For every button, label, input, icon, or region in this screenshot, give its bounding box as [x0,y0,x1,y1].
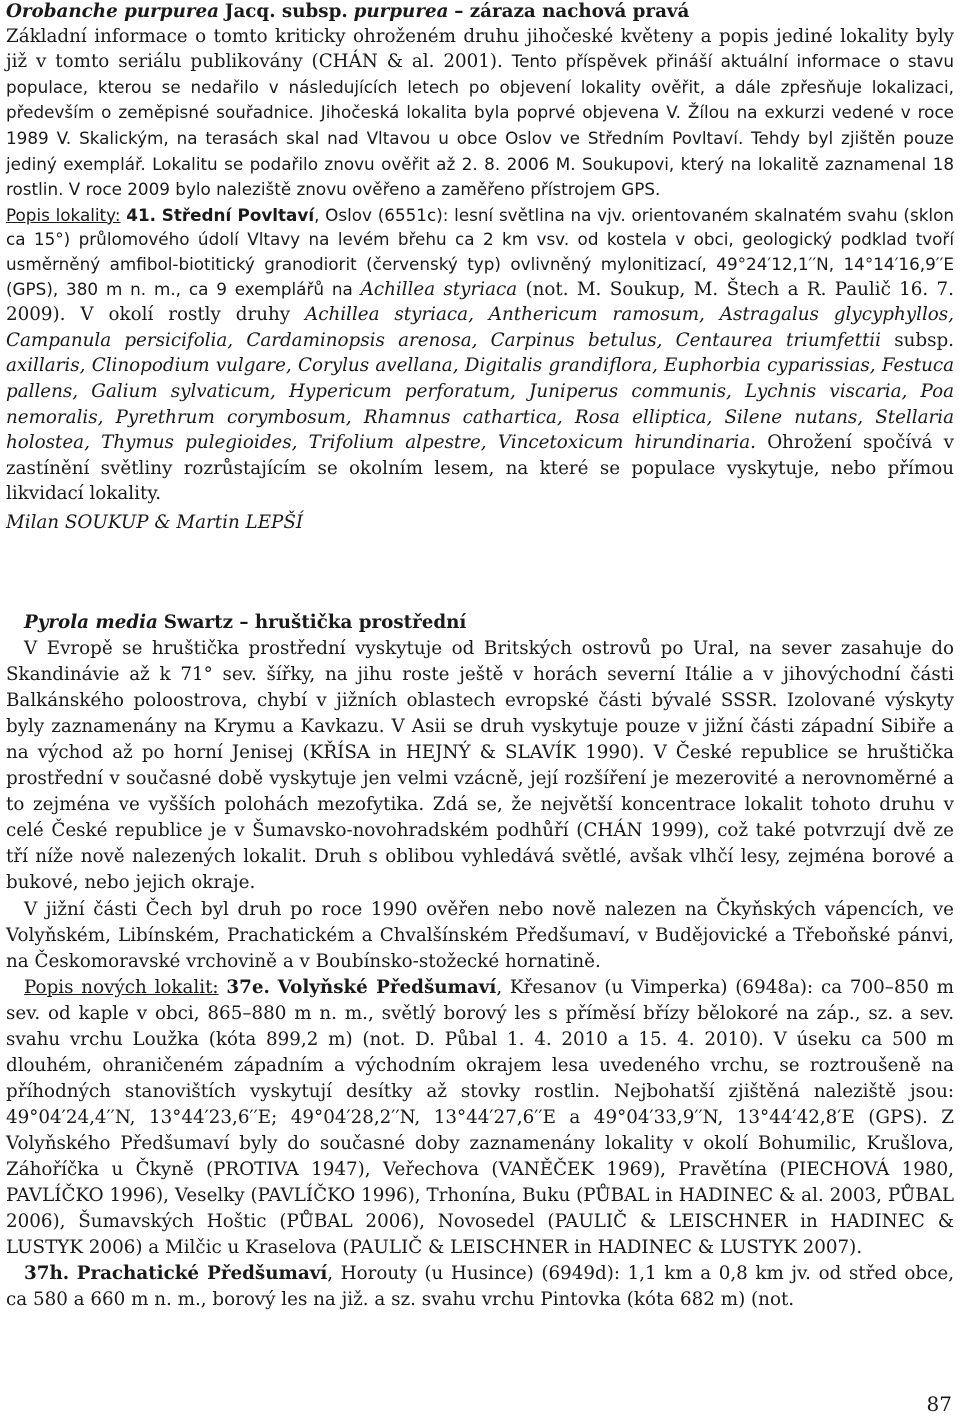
paragraph-south-bohemia: V jižní části Čech byl druh po roce 1990 ověřen nebo nově nalezen na Čkyňských vápencích, ve Volyňském, Libínském, Prachatickém a Chvalšínském Předšumaví, v Budějovické a Třeboňské pánvi, na Českomoravské vrchovině a v Boubínsko-stožecké hornatině. [6,898,954,972]
localities-label: Popis nových lokalit: [24,976,219,998]
heading-subspecies: purpurea [353,1,449,22]
heading-common-name: – záraza nachová pravá [454,1,690,22]
locality-region: Volyňské Předšumaví [277,976,497,998]
locality-text-1: , Oslov (6551c): lesní světlina na vjv. orientovaném skalnatém svahu (sklon ca 15°) průlomového údolí Vltavy na levém břehu ca 2 km vsv. od kostela v obci, geologický podklad tvoří usměrněný amfibol-biotitický granodiorit (červenský typ) ovlivněný mylonitizací, 49°24′12,1′′N, 14°14′16,9′′E (GPS), 380 m n. m., ca 9 exemplářů na [6,204,954,299]
heading-species: Orobanche purpurea [6,1,219,22]
locality-number: 41. [126,204,157,225]
species-list: Achillea styriaca, Anthericum ramosum, Astragalus glycyphyllos, Campanula persicifolia, Cardaminopsis arenosa, Carpinus betulus, Centaurea triumfettii [6,304,954,351]
heading-author: Jacq. subsp. [224,1,348,22]
species-list-2: axillaris, Clinopodium vulgare, Corylus avellana, Digitalis grandiflora, Euphorbia cyparissias, Festuca pallens, Galium sylvaticum, Hypericum perforatum, Juniperus communis, Lychnis viscaria, Poa nemoralis, Pyrethrum corymbosum, Rhamnus cathartica, Rosa elliptica, Silene nutans, Stellaria holostea, Thymus pulegioides, Trifolium alpestre, Vincetoxicum hirundinaria. [6,355,954,454]
locality-text: , Křesanov (u Vimperka) (6948a): ca 700–850 m sev. od kaple v obci, 865–880 m n. m., světlý borový les s příměsí břízy bělokoré na záp., sz. a sev. svahu vrchu Loužka (kóta 899,2 m) (not. D. Půbal 1. 4. 2010 a 15. 4. 2010). V úseku ca 500 m dlouhém, ohraničeném západním a východním okrajem lesa uvedeného vrchu, se roztroušeně na příhodných stanovištích vyskytují desítky až stovky rostlin. Nejbohatší zjištěná naleziště jsou: 49°04′24,4′′N, 13°44′23,6′′E; 49°04′28,2′′N, 13°44′27,6′′E a 49°04′33,9′′N, 13°44′42,8′E (GPS). Z Volyňského Předšumaví byly do současné doby zaznamenány lokality v okolí Bohumilic, Krušlova, Záhoříčka u Čkyně (PROTIVA 1947), Veřechova (VANĚČEK 1969), Pravětína (PIECHOVÁ 1980, PAVLÍČKO 1996), Veselky (PAVLÍČKO 1996), Trhonína, Buku (PŮBAL in HADINEC & al. 2003, PŮBAL 2006), Šumavských Hoštic (PŮBAL 2006), Novosedel (PAULIČ & LEISCHNER in HADINEC & LUSTYK 2006) a Milčic u Kraselova (PAULIČ & LEISCHNER in HADINEC & LUSTYK 2007). [6,976,954,1259]
paragraph-new-localities [6,975,954,1262]
intro-text-sans: Tento příspěvek přináší aktuální informace o stavu populace, kterou se nedařilo v následujících letech po objevení lokality ověřit, a dále zpřesňuje lokalizaci, především o zeměpisné souřadnice. Jihočeská lokalita byla poprvé objevena V. Žílou na exkurzi vedené v roce 1989 V. Skalickým, na terasách skal nad Vltavou u obce Oslov ve Středním Povltaví. Tehdy byl zjištěn pouze jediný exemplář. Lokalitu se podařilo znovu ověřit až 2. 8. 2006 M. Soukupovi, který na lokalitě zaznamenal 18 rostlin. V roce 2009 bylo naleziště znovu ověřeno a zaměřeno přístrojem GPS. [6,51,954,200]
page-number: 87 [926,1392,952,1416]
locality-paragraph [6,203,954,507]
article-pyrola [6,610,954,1313]
species-subsp: subsp. [881,329,954,351]
article-orobanche [6,0,954,535]
article-heading [24,610,954,636]
locality-label: Popis lokality: [6,204,121,225]
intro-paragraph [6,25,954,203]
locality-region: Prachatické Předšumaví [76,1263,328,1285]
heading-species: Pyrola media [24,612,158,633]
locality-number: 37h. [24,1263,70,1285]
intro-text: Základní informace o tomto kriticky ohroženém druhu jihočeské květeny a popis jediné lokality byly již v tomto seriálu publikovány (CHÁN & al. 2001). [6,25,954,73]
article-heading [6,0,954,25]
paragraph-locality-37h [6,1261,954,1313]
heading-author-common: Swartz – hruštička prostřední [163,612,467,633]
locality-species-1: Achillea styriaca [360,278,518,300]
paragraph-distribution: V Evropě se hruštička prostřední vyskytuje od Britských ostrovů po Ural, na sever zasahuje do Skandinávie až k 71° sev. šířky, na jihu roste ještě v horách severní Itálie a v jihovýchodní části Balkánského poloostrova, chybí v jižních oblastech evropské části bývalé SSSR. Izolované výskyty byly zaznamenány na Krymu a Kavkazu. V Asii se druh vyskytuje pouze v jižní části západní Sibiře a na východ až po horní Jenisej (KŘÍSA in HEJNÝ & SLAVÍK 1990). V České republice se hruštička prostřední v současné době vyskytuje jen velmi vzácně, její rozšíření je mezerovité a nerovnoměrné a to zejména ve vyšších polohách mezofytika. Zdá se, že největší koncentrace lokalit tohoto druhu v celé České republice je v Šumavsko-novohradském podhůří (CHÁN 1999), což také potvrzují dvě ze tří níže nově nalezených lokalit. Druh s oblibou vyhledává světlé, avšak vlhčí lesy, zejména borové a bukové, nebo jejich okraje. [6,638,954,894]
locality-region: Střední Povltaví [161,204,315,225]
locality-text: , Horouty (u Husince) (6949d): 1,1 km a 0,8 km jv. od střed obce, ca 580 a 660 m n. m., borový les na již. a sz. svahu vrchu Pintovka (kóta 682 m) (not. [6,1263,955,1311]
locality-text-2: (not. M. Soukup, M. Štech a R. Paulič 16. 7. 2009). V okolí rostly druhy [6,278,954,326]
article-authors: Milan SOUKUP & Martin LEPŠÍ [6,511,304,533]
locality-text-3: Ohrožení spočívá v zastínění světliny rozrůstajícím se okolním lesem, na které se populace vyskytuje, nebo přímou likvidací lokality. [6,432,954,505]
locality-number: 37e. [226,976,270,998]
